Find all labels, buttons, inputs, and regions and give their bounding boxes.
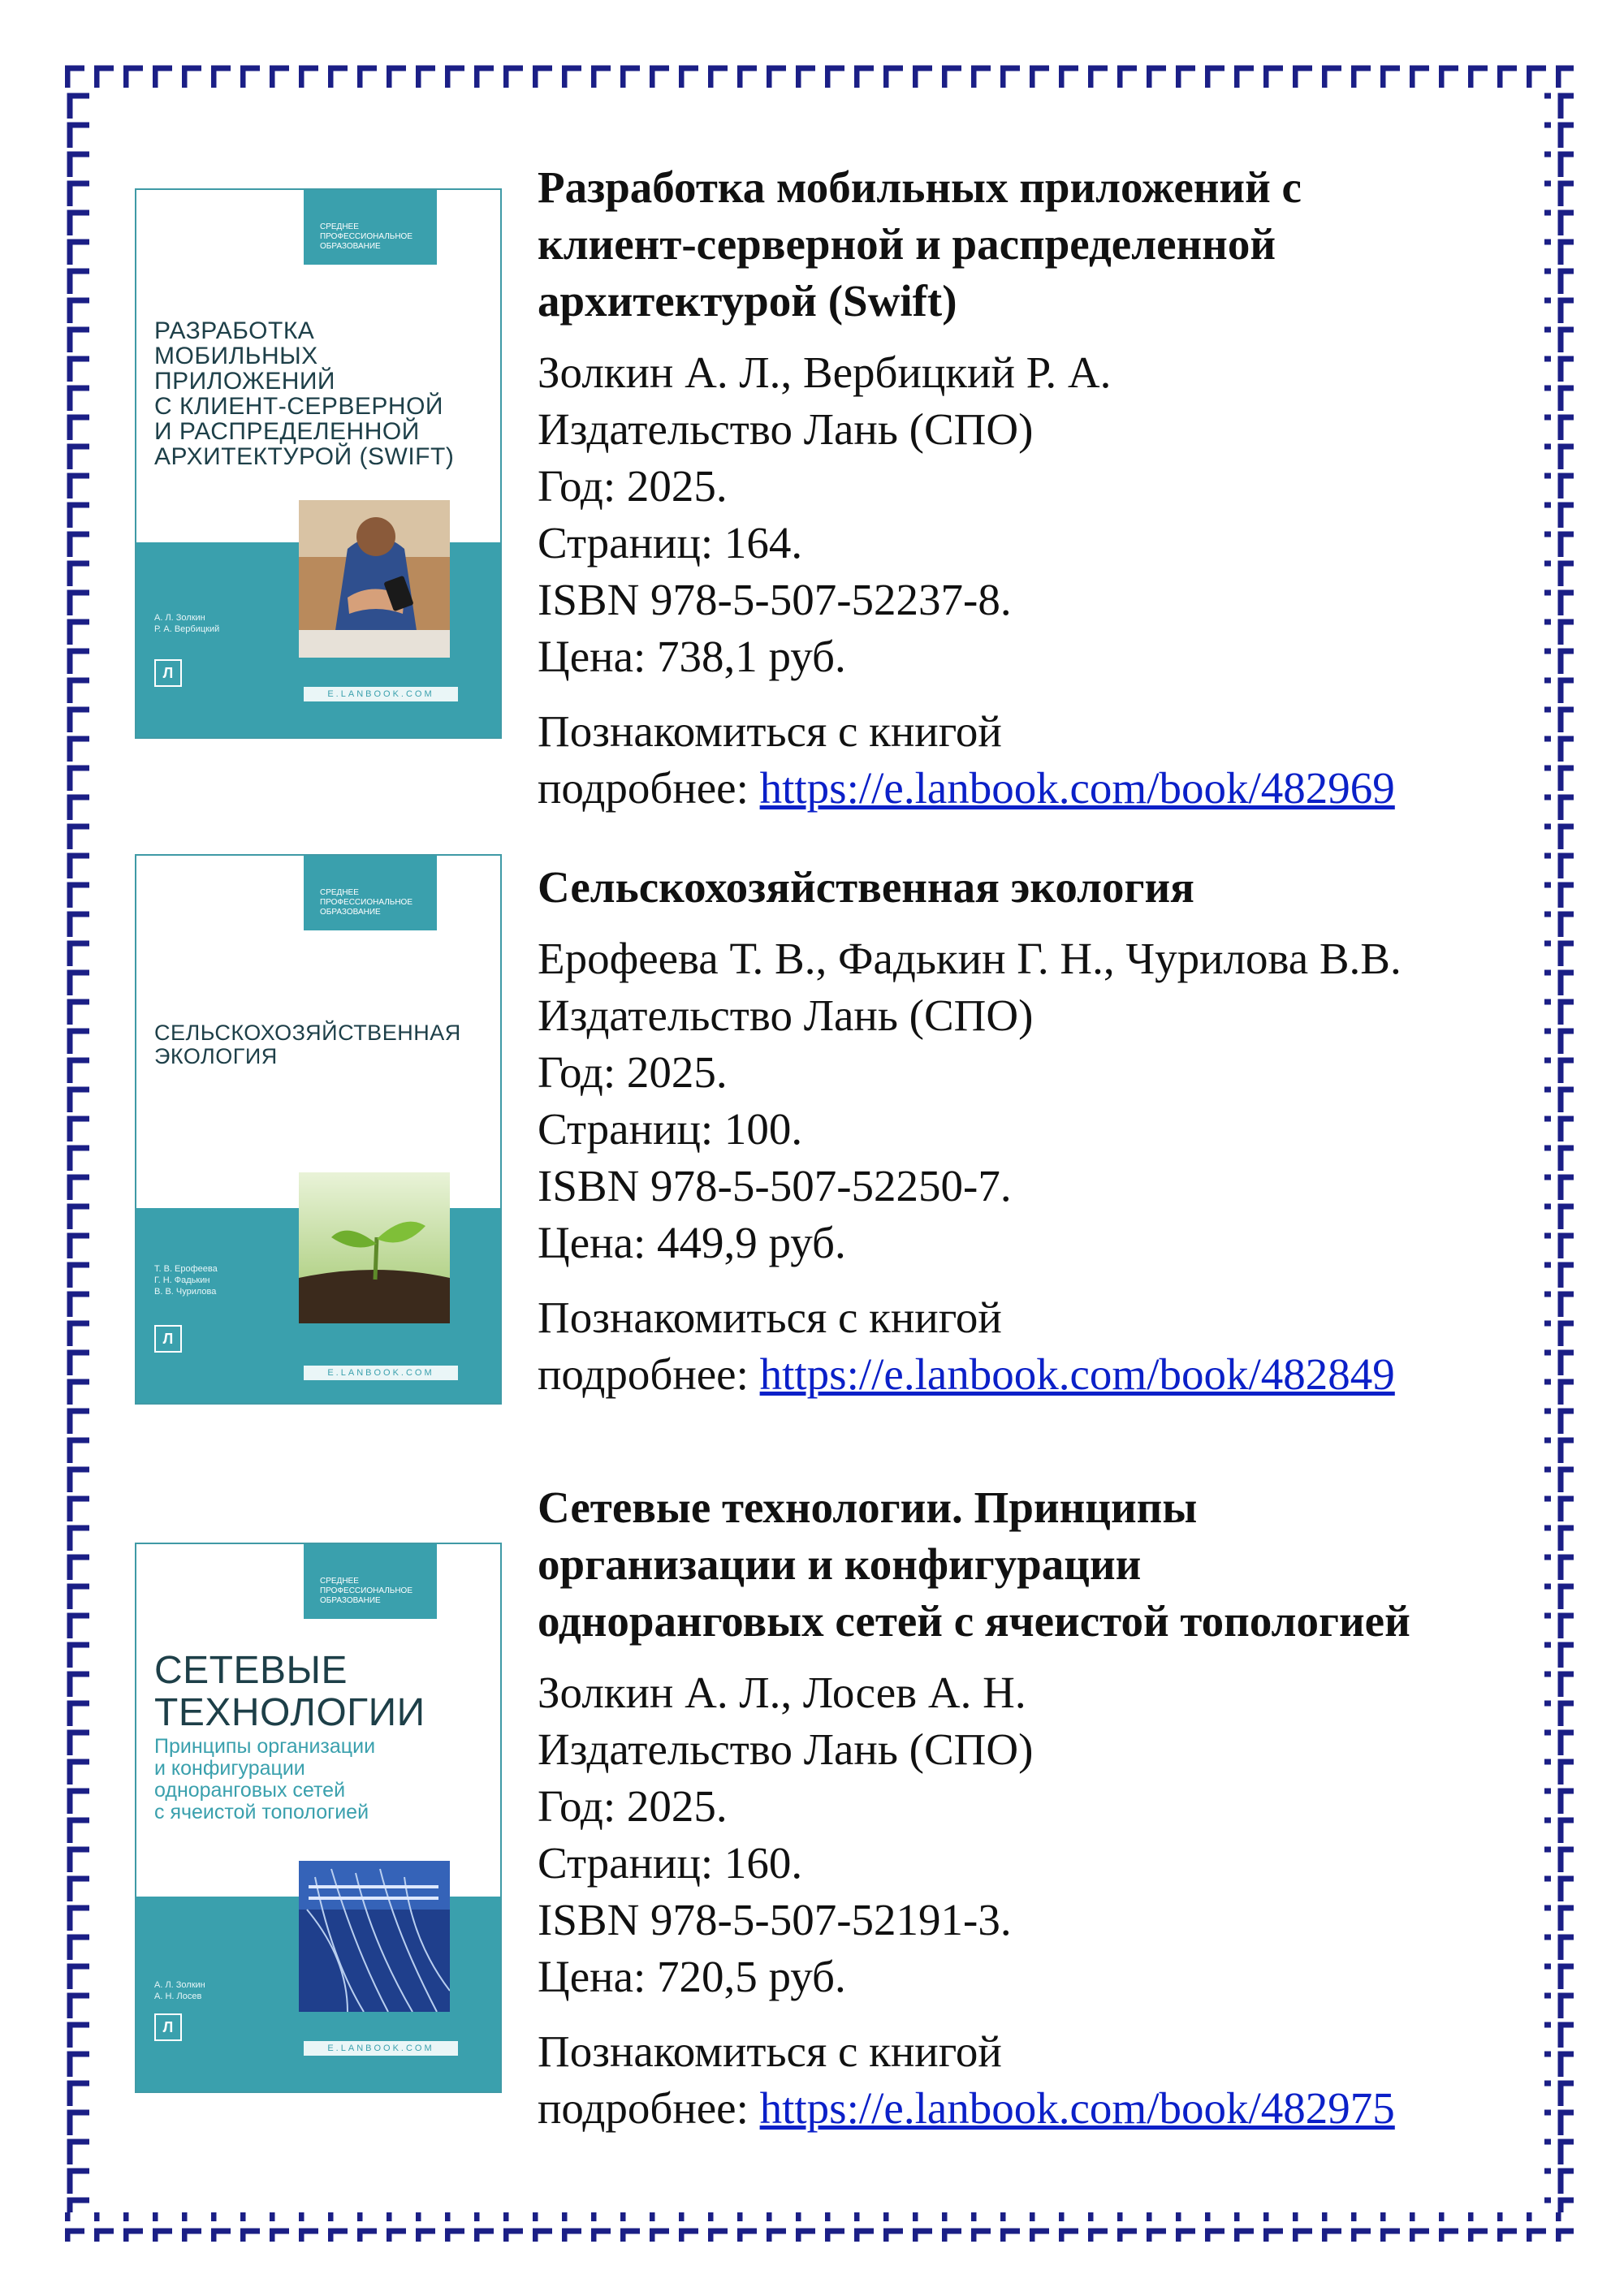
cover-title bbox=[154, 1021, 486, 1068]
cover-title-line: И РАСПРЕДЕЛЕННОЙ bbox=[154, 418, 420, 445]
cover-authors bbox=[154, 1979, 205, 2002]
book-title bbox=[538, 859, 1536, 916]
cover-series-label: СРЕДНЕЕ ПРОФЕССИОНАЛЬНОЕ ОБРАЗОВАНИЕ bbox=[304, 190, 437, 265]
cover-site-label: E.LANBOOK.COM bbox=[304, 1366, 458, 1380]
book-link[interactable]: https://e.lanbook.com/book/482849 bbox=[759, 1349, 1395, 1399]
book-info bbox=[538, 159, 1536, 817]
book-year: Год: 2025. bbox=[538, 1047, 728, 1097]
cover-author: Г. Н. Фадькин bbox=[154, 1275, 210, 1285]
book-cover bbox=[135, 188, 502, 739]
cover-photo-network-cables bbox=[299, 1861, 450, 2012]
book-authors: Ерофеева Т. В., Фадькин Г. Н., Чурилова В.В. bbox=[538, 934, 1402, 983]
cover-author: А. Н. Лосев bbox=[154, 1992, 202, 2001]
book-isbn: ISBN 978-5-507-52250-7. bbox=[538, 1161, 1012, 1211]
book-link[interactable]: https://e.lanbook.com/book/482969 bbox=[759, 763, 1395, 813]
cover-title-line: ЭКОЛОГИЯ bbox=[154, 1044, 278, 1068]
book-publisher: Издательство Лань (СПО) bbox=[538, 1724, 1034, 1774]
cover-title-line: СЕЛЬСКОХОЗЯЙСТВЕННАЯ bbox=[154, 1021, 461, 1045]
book-meta bbox=[538, 930, 1536, 1271]
cover-title-line: СЕТЕВЫЕ bbox=[154, 1649, 348, 1692]
book-meta bbox=[538, 344, 1536, 685]
book-isbn: ISBN 978-5-507-52237-8. bbox=[538, 575, 1012, 624]
cover-subtitle-line: и конфигурации bbox=[154, 1757, 305, 1780]
book-info bbox=[538, 859, 1536, 1403]
book-link[interactable]: https://e.lanbook.com/book/482975 bbox=[759, 2083, 1395, 2133]
cover-title bbox=[154, 318, 486, 469]
book-publisher: Издательство Лань (СПО) bbox=[538, 404, 1034, 454]
cover-photo-seedling bbox=[299, 1172, 450, 1323]
book-pages: Страниц: 100. bbox=[538, 1104, 803, 1154]
book-info bbox=[538, 1479, 1536, 2137]
book-publisher: Издательство Лань (СПО) bbox=[538, 990, 1034, 1040]
cover-series-label: СРЕДНЕЕ ПРОФЕССИОНАЛЬНОЕ ОБРАЗОВАНИЕ bbox=[304, 856, 437, 930]
book-meta bbox=[538, 1664, 1536, 2005]
cover-author: Т. В. Ерофеева bbox=[154, 1264, 218, 1274]
book-title-line: клиент-серверной и распределенной bbox=[538, 219, 1276, 269]
cover-series-label: СРЕДНЕЕ ПРОФЕССИОНАЛЬНОЕ ОБРАЗОВАНИЕ bbox=[304, 1544, 437, 1619]
book-more bbox=[538, 1289, 1536, 1403]
cover-photo-person-with-phone bbox=[299, 500, 450, 658]
book-title-line: архитектурой (Swift) bbox=[538, 276, 957, 326]
book-more bbox=[538, 2023, 1536, 2137]
cover-title-line: С КЛИЕНТ-СЕРВЕРНОЙ bbox=[154, 393, 443, 420]
book-cover bbox=[135, 1543, 502, 2093]
publisher-logo-icon: Л bbox=[154, 659, 182, 687]
cover-title-line: ПРИЛОЖЕНИЙ bbox=[154, 368, 335, 395]
more-label: Познакомиться с книгой bbox=[538, 1293, 1002, 1342]
cover-author: В. В. Чурилова bbox=[154, 1287, 217, 1297]
book-year: Год: 2025. bbox=[538, 461, 728, 511]
cover-title bbox=[154, 1650, 486, 1734]
cover-title-line: ТЕХНОЛОГИИ bbox=[154, 1691, 425, 1734]
book-title-line: Сельскохозяйственная экология bbox=[538, 862, 1194, 912]
book-title bbox=[538, 159, 1536, 330]
book-title-line: организации и конфигурации bbox=[538, 1539, 1142, 1589]
cover-subtitle-line: Принципы организации bbox=[154, 1735, 376, 1758]
book-price: Цена: 449,9 руб. bbox=[538, 1218, 846, 1267]
book-authors: Золкин А. Л., Вербицкий Р. А. bbox=[538, 347, 1112, 397]
more-prefix: подробнее: bbox=[538, 763, 760, 813]
book-cover bbox=[135, 854, 502, 1405]
cover-subtitle-line: одноранговых сетей bbox=[154, 1779, 346, 1802]
publisher-logo-icon: Л bbox=[154, 1325, 182, 1353]
book-more bbox=[538, 703, 1536, 817]
book-authors: Золкин А. Л., Лосев А. Н. bbox=[538, 1668, 1026, 1717]
book-pages: Страниц: 164. bbox=[538, 518, 803, 568]
cover-subtitle bbox=[154, 1736, 486, 1823]
book-price: Цена: 720,5 руб. bbox=[538, 1952, 846, 2001]
cover-title-line: МОБИЛЬНЫХ bbox=[154, 343, 318, 369]
book-title-line: Разработка мобильных приложений с bbox=[538, 162, 1302, 212]
cover-authors bbox=[154, 1263, 218, 1297]
cover-author: Р. А. Вербицкий bbox=[154, 624, 220, 634]
book-title bbox=[538, 1479, 1536, 1650]
book-pages: Страниц: 160. bbox=[538, 1838, 803, 1888]
more-prefix: подробнее: bbox=[538, 1349, 760, 1399]
cover-site-label: E.LANBOOK.COM bbox=[304, 2041, 458, 2056]
more-prefix: подробнее: bbox=[538, 2083, 760, 2133]
book-price: Цена: 738,1 руб. bbox=[538, 632, 846, 681]
more-label: Познакомиться с книгой bbox=[538, 706, 1002, 756]
cover-subtitle-line: с ячеистой топологией bbox=[154, 1801, 369, 1823]
book-title-line: одноранговых сетей с ячеистой топологией bbox=[538, 1596, 1410, 1646]
cover-title-line: АРХИТЕКТУРОЙ (SWIFT) bbox=[154, 443, 455, 470]
cover-authors bbox=[154, 612, 219, 635]
book-year: Год: 2025. bbox=[538, 1781, 728, 1831]
book-isbn: ISBN 978-5-507-52191-3. bbox=[538, 1895, 1012, 1944]
cover-title-line: РАЗРАБОТКА bbox=[154, 317, 315, 344]
more-label: Познакомиться с книгой bbox=[538, 2026, 1002, 2076]
book-title-line: Сетевые технологии. Принципы bbox=[538, 1482, 1198, 1532]
cover-author: А. Л. Золкин bbox=[154, 613, 205, 623]
cover-author: А. Л. Золкин bbox=[154, 1980, 205, 1990]
cover-site-label: E.LANBOOK.COM bbox=[304, 687, 458, 701]
publisher-logo-icon: Л bbox=[154, 2013, 182, 2041]
